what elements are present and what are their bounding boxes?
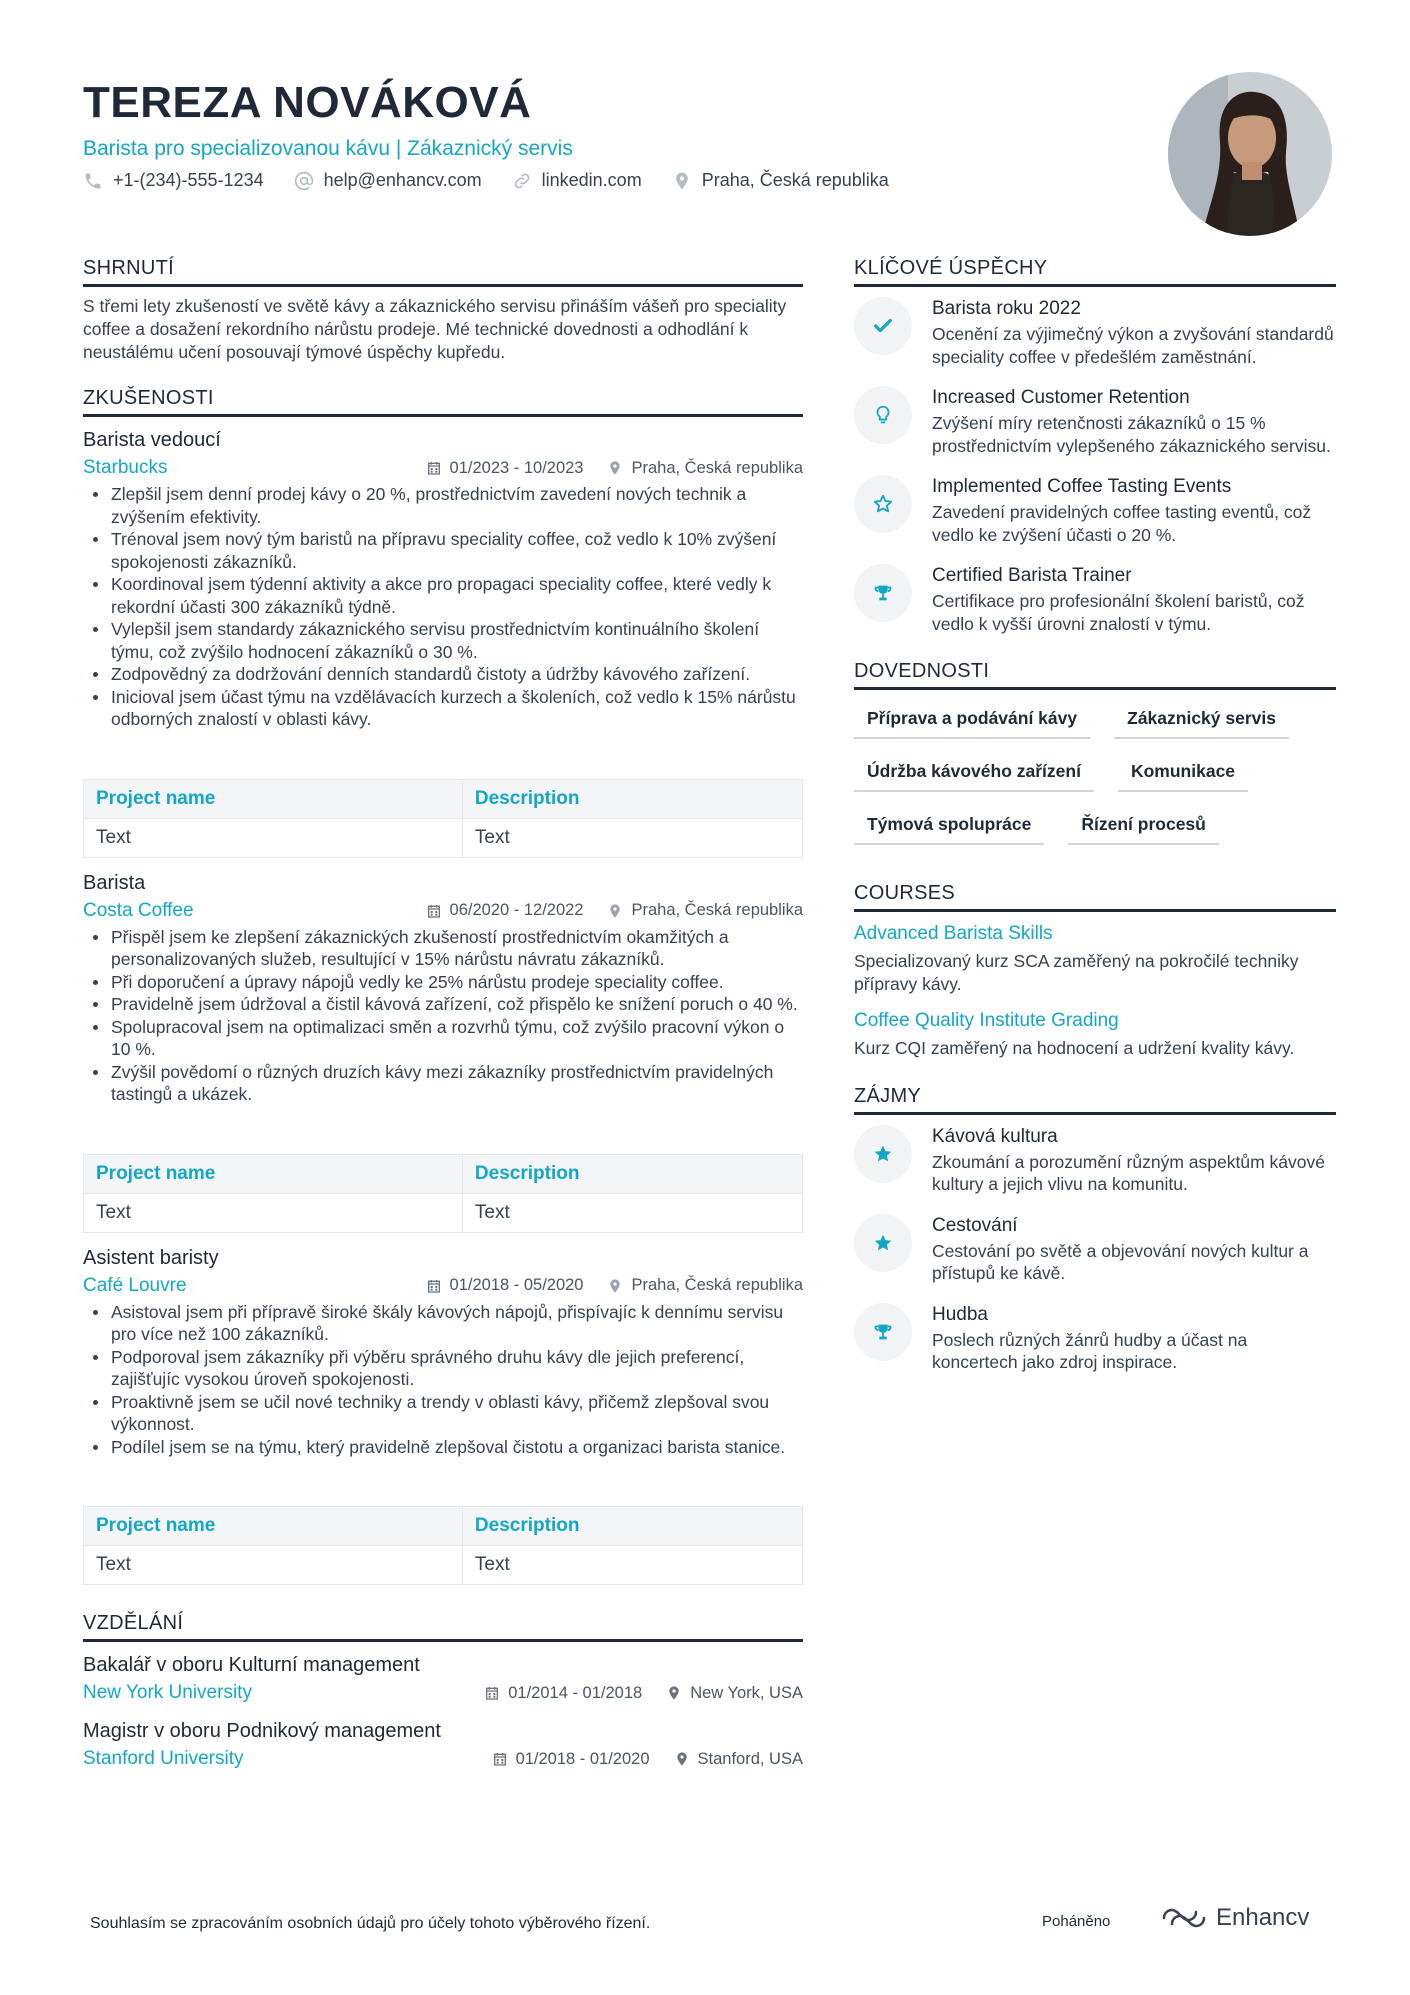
achievement-title: Barista roku 2022: [932, 298, 1081, 319]
bullet-item: Zvýšil povědomí o různých druzích kávy mezi zákazníky prostřednictvím pravidelných tastingů a ukázek.: [83, 1061, 803, 1106]
job-entry: [83, 1245, 803, 1586]
achievement-desc: Zvýšení míry retenčnosti zákazníků o 15 % prostřednictvím vylepšeného zákaznického servisu.: [932, 413, 1331, 456]
contact-row: [83, 170, 1143, 191]
company-name[interactable]: Starbucks: [83, 457, 168, 478]
table-cell: Text: [84, 1193, 463, 1232]
location-pin-icon: [672, 171, 692, 191]
table-cell: Text: [462, 1193, 802, 1232]
course-desc: Kurz CQI zaměřený na hodnocení a udržení kvality kávy.: [854, 1038, 1295, 1058]
course-title[interactable]: Coffee Quality Institute Grading: [854, 1010, 1119, 1031]
brand-logo[interactable]: [1160, 1904, 1309, 1932]
bullet-item: Podílel jsem se na týmu, který pravidelně zlepšoval čistotu a organizaci barista stanice.: [83, 1436, 803, 1459]
interest-desc: Zkoumání a porozumění různým aspektům kávové kultury a jejich vlivu na komunitu.: [932, 1151, 1325, 1194]
job-bullets: [83, 1301, 803, 1459]
powered-by-label: Poháněno: [1042, 1913, 1111, 1930]
degree-title: Bakalář v oboru Kulturní management: [83, 1654, 420, 1676]
achievement-title: Increased Customer Retention: [932, 387, 1190, 408]
achievement-title: Implemented Coffee Tasting Events: [932, 476, 1232, 497]
job-meta: [83, 457, 803, 479]
table-header-project: Project name: [84, 779, 463, 818]
candidate-subtitle: Barista pro specializovanou kávu | Zákaznický servis: [83, 137, 573, 160]
education-heading: VZDĚLÁNÍ: [83, 1611, 803, 1642]
achievement-desc: Certifikace pro profesionální školení baristů, což vedlo k vyšší úrovni znalostí v týmu.: [932, 591, 1305, 634]
education-entry: [83, 1718, 803, 1770]
location-pin-icon: [666, 1685, 682, 1701]
table-cell: Text: [462, 818, 802, 857]
table-cell: Text: [84, 818, 463, 857]
education-dates: 01/2014 - 01/2018: [508, 1683, 643, 1702]
contact-location: [672, 170, 889, 191]
calendar-icon: [426, 1278, 442, 1294]
bullet-item: Zodpovědný za dodržování denních standardů čistoty a údržby kávového zařízení.: [83, 663, 803, 686]
profile-photo: [1168, 72, 1332, 236]
phone-icon: [83, 171, 103, 191]
skill-tag: Zákaznický servis: [1114, 704, 1289, 739]
interest-item: [854, 1214, 1336, 1285]
project-table: [83, 1154, 803, 1233]
star-icon: [872, 1232, 894, 1254]
location-pin-icon: [607, 460, 623, 476]
degree-title: Magistr v oboru Podnikový management: [83, 1720, 441, 1742]
link-icon: [512, 171, 532, 191]
interests-heading: ZÁJMY: [854, 1084, 1336, 1115]
skill-tag: Řízení procesů: [1068, 810, 1218, 845]
right-column: [854, 256, 1336, 1374]
phone-text: +1-(234)-555-1234: [113, 170, 264, 190]
star-icon: [872, 1143, 894, 1165]
job-title: Barista vedoucí: [83, 429, 221, 451]
job-location: Praha, Česká republika: [631, 458, 803, 477]
education-location: New York, USA: [690, 1683, 803, 1702]
company-name[interactable]: Costa Coffee: [83, 899, 194, 921]
job-meta: [83, 900, 803, 922]
linkedin-text: linkedin.com: [541, 170, 642, 190]
achievement-item: [854, 297, 1336, 368]
location-text: Praha, Česká republika: [701, 170, 889, 190]
header: [83, 78, 1143, 191]
contact-linkedin[interactable]: [512, 170, 642, 191]
calendar-icon: [426, 903, 442, 919]
education-dates: 01/2018 - 01/2020: [515, 1749, 650, 1768]
table-header-description: Description: [462, 779, 802, 818]
bullet-item: Asistoval jsem při přípravě široké škály kávových nápojů, přispívajíc k dennímu servisu pro více než 100 zákazníků.: [83, 1301, 803, 1346]
course-desc: Specializovaný kurz SCA zaměřený na pokročilé techniky přípravy kávy.: [854, 951, 1299, 994]
interest-title: Hudba: [932, 1303, 988, 1325]
job-bullets: [83, 926, 803, 1106]
bullet-item: Proaktivně jsem se učil nové techniky a trendy v oblasti kávy, přičemž zlepšoval svou výkonnost.: [83, 1391, 803, 1436]
skills-heading: DOVEDNOSTI: [854, 659, 1336, 690]
achievement-desc: Ocenění za výjimečný výkon a zvyšování standardů speciality coffee v předešlém zaměstnání.: [932, 324, 1334, 367]
bullet-item: Zlepšil jsem denní prodej kávy o 20 %, prostřednictvím zavedení nových technik a zvýšením efektivity.: [83, 483, 803, 528]
achievement-desc: Zavedení pravidelných coffee tasting eventů, což vedlo ke zvýšení účasti o 20 %.: [932, 502, 1312, 545]
brand-name: Enhancv: [1216, 1904, 1310, 1931]
achievement-item: [854, 475, 1336, 546]
contact-phone[interactable]: [83, 170, 264, 191]
table-header-description: Description: [462, 1507, 802, 1546]
education-location: Stanford, USA: [697, 1749, 803, 1768]
school-name[interactable]: New York University: [83, 1682, 252, 1703]
calendar-icon: [426, 460, 442, 476]
star-icon: [872, 493, 894, 515]
trophy-icon: [872, 1321, 894, 1343]
job-entry: [83, 870, 803, 1233]
interest-title: Cestování: [932, 1214, 1018, 1236]
location-pin-icon: [607, 903, 623, 919]
achievement-title: Certified Barista Trainer: [932, 565, 1132, 586]
job-bullets: [83, 483, 803, 731]
skill-tag: Údržba kávového zařízení: [854, 757, 1094, 792]
contact-email[interactable]: [294, 170, 482, 191]
achievement-item: [854, 386, 1336, 457]
company-name[interactable]: Café Louvre: [83, 1274, 187, 1296]
calendar-icon: [492, 1751, 508, 1767]
at-icon: [294, 171, 314, 191]
lightbulb-icon: [872, 404, 894, 426]
interest-desc: Cestování po světě a objevování nových kultur a přístupů ke kávě.: [932, 1240, 1309, 1283]
achievement-item: [854, 564, 1336, 635]
interest-title: Kávová kultura: [932, 1125, 1058, 1147]
avatar-illustration: [1168, 72, 1332, 236]
skill-tag: Příprava a podávání kávy: [854, 704, 1090, 739]
bullet-item: Vylepšil jsem standardy zákaznického servisu prostřednictvím kontinuálního školení týmu, což zvýšilo hodnocení zákazníků o 30 %.: [83, 618, 803, 663]
bullet-item: Inicioval jsem účast týmu na vzdělávacích kurzech a školeních, což vedlo k 15% nárůstu odborných znalostí v oblasti kávy.: [83, 686, 803, 731]
table-header-project: Project name: [84, 1154, 463, 1193]
summary-text: S třemi lety zkušeností ve světě kávy a zákaznického servisu přináším vášeň pro speciality coffee a dosažení rekordního nárůstu prodeje. Mé technické dovednosti a odhodlání k neustálému učení posouvají týmové úspěchy kupředu.: [83, 296, 787, 362]
table-cell: Text: [84, 1546, 463, 1585]
job-dates: 01/2018 - 05/2020: [449, 1276, 584, 1294]
check-icon: [872, 315, 894, 337]
calendar-icon: [484, 1685, 500, 1701]
bullet-item: Podporoval jsem zákazníky při výběru správného druhu kávy dle jejich preferencí, zajišťujíc vysokou úroveň spokojenosti.: [83, 1346, 803, 1391]
achievements-heading: KLÍČOVÉ ÚSPĚCHY: [854, 256, 1336, 287]
project-table: [83, 779, 803, 858]
interest-item: [854, 1125, 1336, 1196]
skills-list: [854, 704, 1336, 845]
course-title[interactable]: Advanced Barista Skills: [854, 923, 1053, 944]
project-table: [83, 1506, 803, 1585]
bullet-item: Trénoval jsem nový tým baristů na přípravu speciality coffee, což vedlo k 10% zvýšení spokojenosti zákazníků.: [83, 528, 803, 573]
job-entry: [83, 427, 803, 858]
email-text: help@enhancv.com: [323, 170, 482, 190]
table-cell: Text: [462, 1546, 802, 1585]
job-dates: 01/2023 - 10/2023: [449, 458, 584, 477]
summary-heading: SHRNUTÍ: [83, 256, 803, 287]
consent-text: Souhlasím se zpracováním osobních údajů pro účely tohoto výběrového řízení.: [90, 1915, 651, 1932]
job-location: Praha, Česká republika: [631, 1276, 803, 1294]
job-title: Asistent baristy: [83, 1246, 219, 1269]
enhancv-logo-icon: [1160, 1905, 1208, 1931]
bullet-item: Přispěl jsem ke zlepšení zákaznických zkušeností prostřednictvím okamžitých a personalizovaných služeb, resultující v 15% nárůstu návratu zákazníků.: [83, 926, 803, 971]
skill-tag: Komunikace: [1118, 757, 1248, 792]
job-meta: [83, 1275, 803, 1297]
left-column: [83, 256, 803, 1770]
skill-tag: Týmová spolupráce: [854, 810, 1044, 845]
school-name[interactable]: Stanford University: [83, 1748, 244, 1769]
bullet-item: Při doporučení a úpravy nápojů vedly ke 25% nárůstu prodeje speciality coffee.: [83, 971, 803, 994]
candidate-name: TEREZA NOVÁKOVÁ: [83, 78, 532, 127]
location-pin-icon: [607, 1278, 623, 1294]
bullet-item: Koordinoval jsem týdenní aktivity a akce pro propagaci speciality coffee, které vedly k rekordní účasti 300 zákazníků týdně.: [83, 573, 803, 618]
location-pin-icon: [674, 1751, 690, 1767]
table-header-project: Project name: [84, 1507, 463, 1546]
job-dates: 06/2020 - 12/2022: [449, 901, 584, 919]
experience-heading: ZKUŠENOSTI: [83, 386, 803, 417]
interest-item: [854, 1303, 1336, 1374]
job-title: Barista: [83, 871, 146, 894]
education-entry: [83, 1652, 803, 1704]
bullet-item: Spolupracoval jsem na optimalizaci směn a rozvrhů týmu, což zvýšilo pracovní výkon o 10 %.: [83, 1016, 803, 1061]
interest-desc: Poslech různých žánrů hudby a účast na koncertech jako zdroj inspirace.: [932, 1329, 1248, 1372]
trophy-icon: [872, 582, 894, 604]
table-header-description: Description: [462, 1154, 802, 1193]
job-location: Praha, Česká republika: [631, 901, 803, 919]
courses-heading: COURSES: [854, 881, 1336, 912]
bullet-item: Pravidelně jsem údržoval a čistil kávová zařízení, což přispělo ke snížení poruch o 40 %.: [83, 993, 803, 1016]
